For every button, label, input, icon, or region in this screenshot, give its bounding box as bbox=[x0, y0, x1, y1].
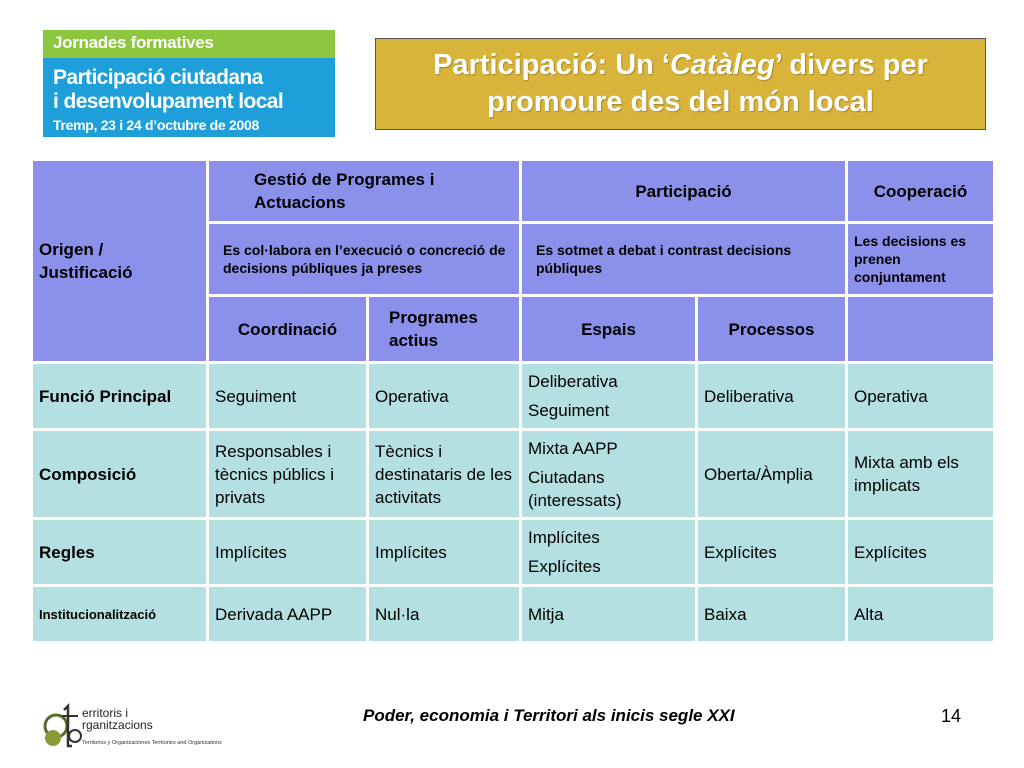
subheader-coordinacio: Coordinació bbox=[209, 297, 366, 361]
table-row bbox=[33, 520, 993, 584]
cell-funcio-3b: Seguiment bbox=[528, 401, 610, 420]
cell-institucionalitzacio-5: Alta bbox=[848, 587, 993, 641]
event-logo bbox=[43, 30, 335, 137]
footer-text: Poder, economia i Territori als inicis segle XXI bbox=[363, 706, 735, 725]
cell-institucionalitzacio-1: Derivada AAPP bbox=[209, 587, 366, 641]
event-logo-line1: Participació ciutadana bbox=[53, 66, 263, 89]
desc-cooperacio: Les decisions es prenen conjuntament bbox=[848, 224, 993, 294]
subheader-empty bbox=[848, 297, 993, 361]
cell-composicio-2: Tècnics i destinataris de les activitats bbox=[369, 431, 519, 517]
event-logo-line0: Jornades formatives bbox=[53, 33, 214, 52]
page-number: 14 bbox=[941, 706, 962, 726]
cell-regles-4: Explícites bbox=[698, 520, 845, 584]
cell-composicio-3b: Ciutadans (interessats) bbox=[528, 467, 622, 510]
footer-logo-line2: rganitzacions bbox=[82, 718, 153, 732]
footer-logo-line1: erritoris i bbox=[82, 706, 129, 720]
header-gestio: Gestió de Programes i Actuacions bbox=[209, 161, 519, 221]
cell-funcio-3a: Deliberativa bbox=[528, 372, 618, 391]
desc-participacio: Es sotmet a debat i contrast decisions públiques bbox=[522, 224, 845, 294]
event-logo-line3: Tremp, 23 i 24 d’octubre de 2008 bbox=[53, 117, 259, 133]
cell-funcio-4: Deliberativa bbox=[698, 364, 845, 428]
footer-logo-sub: Territorios y Organizaciones Territories and Organizations bbox=[82, 740, 222, 746]
slide-title-box bbox=[375, 38, 986, 130]
cell-composicio-3a: Mixta AAPP bbox=[528, 438, 618, 458]
cell-institucionalitzacio-2: Nul·la bbox=[369, 587, 519, 641]
header-participacio: Participació bbox=[522, 161, 845, 221]
cell-composicio-4: Oberta/Àmplia bbox=[698, 431, 845, 517]
slide-title-italic: Catàleg bbox=[669, 49, 775, 81]
subheader-programes: Programes actius bbox=[369, 297, 519, 361]
cell-regles-2: Implícites bbox=[369, 520, 519, 584]
table-row bbox=[33, 364, 993, 428]
cell-regles-3a: Implícites bbox=[528, 528, 600, 547]
row-label-composicio: Composició bbox=[33, 431, 206, 517]
footer-logo-mark-icon bbox=[42, 702, 82, 754]
cell-funcio-1: Seguiment bbox=[209, 364, 366, 428]
row-label-regles: Regles bbox=[33, 520, 206, 584]
cell-institucionalitzacio-3: Mitja bbox=[522, 587, 695, 641]
cell-composicio-5: Mixta amb els implicats bbox=[848, 431, 993, 517]
footer-logo bbox=[42, 702, 232, 754]
origin-label-cell: Origen / Justificació bbox=[33, 161, 206, 361]
cell-institucionalitzacio-4: Baixa bbox=[698, 587, 845, 641]
slide-title-part1: Participació: Un ‘ bbox=[433, 49, 670, 81]
table-row bbox=[33, 587, 993, 641]
event-logo-banner bbox=[43, 30, 335, 58]
header-cooperacio: Cooperació bbox=[848, 161, 993, 221]
cell-funcio-2: Operativa bbox=[369, 364, 519, 428]
cell-funcio-3 bbox=[522, 364, 695, 428]
row-label-funcio: Funció Principal bbox=[33, 364, 206, 428]
cell-regles-5: Explícites bbox=[848, 520, 993, 584]
cell-regles-3b: Explícites bbox=[528, 557, 601, 576]
cell-composicio-1: Responsables i tècnics públics i privats bbox=[209, 431, 366, 517]
table-row bbox=[33, 431, 993, 517]
cell-composicio-3 bbox=[522, 431, 695, 517]
catalog-table bbox=[30, 158, 996, 644]
subheader-processos: Processos bbox=[698, 297, 845, 361]
slide-title-part2: ’ divers per promoure des del món local bbox=[487, 49, 928, 118]
subheader-espais: Espais bbox=[522, 297, 695, 361]
cell-regles-1: Implícites bbox=[209, 520, 366, 584]
event-logo-line2: i desenvolupament local bbox=[53, 90, 284, 113]
slide-title bbox=[376, 47, 985, 121]
row-label-institucionalitzacio: Institucionalització bbox=[33, 587, 206, 641]
cell-regles-3 bbox=[522, 520, 695, 584]
cell-funcio-5: Operativa bbox=[848, 364, 993, 428]
desc-gestio: Es col·labora en l’execució o concreció de decisions públiques ja preses bbox=[209, 224, 519, 294]
